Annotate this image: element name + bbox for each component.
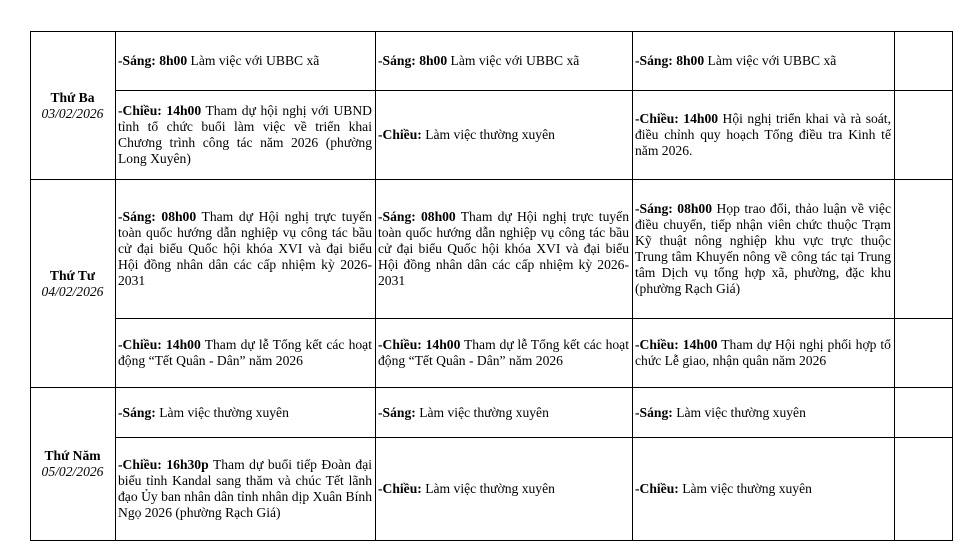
empty-cell [895, 180, 953, 319]
schedule-row [31, 388, 953, 438]
schedule-cell [116, 91, 376, 180]
schedule-cell [633, 32, 895, 91]
schedule-body [31, 32, 953, 541]
session-time: 08h00 [420, 209, 456, 224]
session-label: -Sáng: [118, 404, 156, 420]
session-label: -Sáng: [635, 201, 673, 216]
session-text: Làm việc với UBBC xã [190, 53, 320, 68]
schedule-cell [376, 180, 633, 319]
session-time: 8h00 [676, 53, 705, 68]
session-time: 8h00 [159, 53, 188, 68]
session-text: Làm việc thường xuyên [425, 127, 555, 142]
schedule-row [31, 32, 953, 91]
session-time: 14h00 [683, 111, 719, 126]
schedule-cell [116, 388, 376, 438]
session-time: 14h00 [425, 337, 461, 352]
session-label: -Sáng: [378, 404, 416, 420]
session-text: Làm việc thường xuyên [419, 404, 549, 420]
empty-cell [895, 32, 953, 91]
day-date: 05/02/2026 [41, 464, 104, 479]
session-time: 16h30p [166, 457, 209, 472]
schedule-cell [376, 438, 633, 541]
session-text: Làm việc với UBBC xã [707, 53, 837, 68]
session-label: -Chiều: [635, 337, 679, 352]
schedule-cell [633, 91, 895, 180]
session-time: 14h00 [166, 103, 202, 118]
day-cell [31, 388, 116, 541]
schedule-cell [116, 32, 376, 91]
session-label: -Sáng: [635, 404, 673, 420]
session-text: Làm việc thường xuyên [682, 481, 812, 496]
day-cell [31, 180, 116, 388]
schedule-cell [633, 438, 895, 541]
schedule-cell [376, 91, 633, 180]
schedule-row [31, 91, 953, 180]
session-label: -Chiều: [635, 111, 679, 126]
session-label: -Chiều: [635, 481, 679, 496]
session-label: -Sáng: [378, 53, 416, 68]
session-label: -Chiều: [378, 127, 422, 142]
session-label: -Chiều: [378, 481, 422, 496]
schedule-cell [116, 438, 376, 541]
schedule-table [30, 31, 953, 541]
day-name: Thứ Năm [44, 448, 101, 463]
empty-cell [895, 388, 953, 438]
session-text: Làm việc thường xuyên [676, 404, 806, 420]
session-label: -Chiều: [118, 337, 162, 352]
schedule-row [31, 319, 953, 388]
day-name: Thứ Tư [49, 267, 96, 283]
schedule-cell [116, 180, 376, 319]
session-label: -Sáng: [118, 209, 156, 224]
session-text: Tham dự buổi tiếp Đoàn đại biểu tỉnh Kandal sang thăm và chúc Tết lãnh đạo Ủy ban nhân dân tỉnh nhân dịp Xuân Bính Ngọ 2026 (phường Rạch Giá) [118, 457, 373, 520]
session-text: Tham dự Hội nghị trực tuyến toàn quốc hướng dẫn nghiệp vụ công tác bầu cử đại biểu Quốc hội khóa XVI và đại biểu Hội đồng nhân dân các cấp nhiệm kỳ 2026-2031 [118, 209, 372, 288]
session-text: Tham dự hội nghị với UBND tỉnh tổ chức buổi làm việc về triển khai Chương trình công tác năm 2026 (phường Long Xuyên) [118, 103, 372, 166]
session-text: Tham dự lễ Tổng kết các hoạt động “Tết Quân - Dân” năm 2026 [378, 337, 629, 368]
empty-cell [895, 438, 953, 541]
day-date: 03/02/2026 [41, 105, 104, 121]
session-time: 08h00 [677, 201, 713, 216]
schedule-cell [376, 32, 633, 91]
schedule-cell [376, 319, 633, 388]
session-label: -Sáng: [378, 209, 416, 224]
session-text: Hội nghị triển khai và rà soát, điều chỉnh quy hoạch Tổng điều tra Kinh tế năm 2026. [635, 111, 891, 158]
session-label: -Chiều: [378, 337, 422, 352]
schedule-cell [376, 388, 633, 438]
day-cell [31, 32, 116, 180]
session-text: Tham dự Hội nghị trực tuyến toàn quốc hướng dẫn nghiệp vụ công tác bầu cử đại biểu Quốc hội khóa XVI và đại biểu Hội đồng nhân dân các cấp nhiệm kỳ 2026-2031 [378, 209, 629, 288]
session-label: -Sáng: [635, 53, 673, 68]
session-label: -Chiều: [118, 103, 162, 118]
empty-cell [895, 91, 953, 180]
session-time: 14h00 [166, 337, 201, 352]
day-date: 04/02/2026 [41, 283, 104, 299]
session-text: Họp trao đổi, thảo luận về việc điều chuyển, tiếp nhận viên chức thuộc Trạm Kỹ thuật nông nghiệp khu vực trực thuộc Trung tâm Khuyến nông về công tác tại Trung tâm Dịch vụ tổng hợp xã, phường, đặc khu (phường Rạch Giá) [635, 201, 891, 296]
session-text: Làm việc thường xuyên [425, 481, 555, 496]
schedule-cell [633, 180, 895, 319]
session-label: -Sáng: [118, 53, 156, 68]
schedule-row [31, 438, 953, 541]
session-time: 14h00 [682, 337, 718, 352]
day-name: Thứ Ba [50, 89, 95, 105]
schedule-cell [633, 319, 895, 388]
session-text: Tham dự lễ Tổng kết các hoạt động “Tết Quân - Dân” năm 2026 [118, 337, 372, 368]
session-label: -Chiều: [118, 457, 162, 472]
session-time: 08h00 [161, 209, 197, 224]
empty-cell [895, 319, 953, 388]
schedule-cell [633, 388, 895, 438]
session-time: 8h00 [419, 53, 448, 68]
schedule-row [31, 180, 953, 319]
session-text: Làm việc thường xuyên [159, 404, 289, 420]
session-text: Tham dự Hội nghị phối hợp tổ chức Lễ giao, nhận quân năm 2026 [635, 337, 891, 368]
session-text: Làm việc với UBBC xã [450, 53, 580, 68]
schedule-cell [116, 319, 376, 388]
